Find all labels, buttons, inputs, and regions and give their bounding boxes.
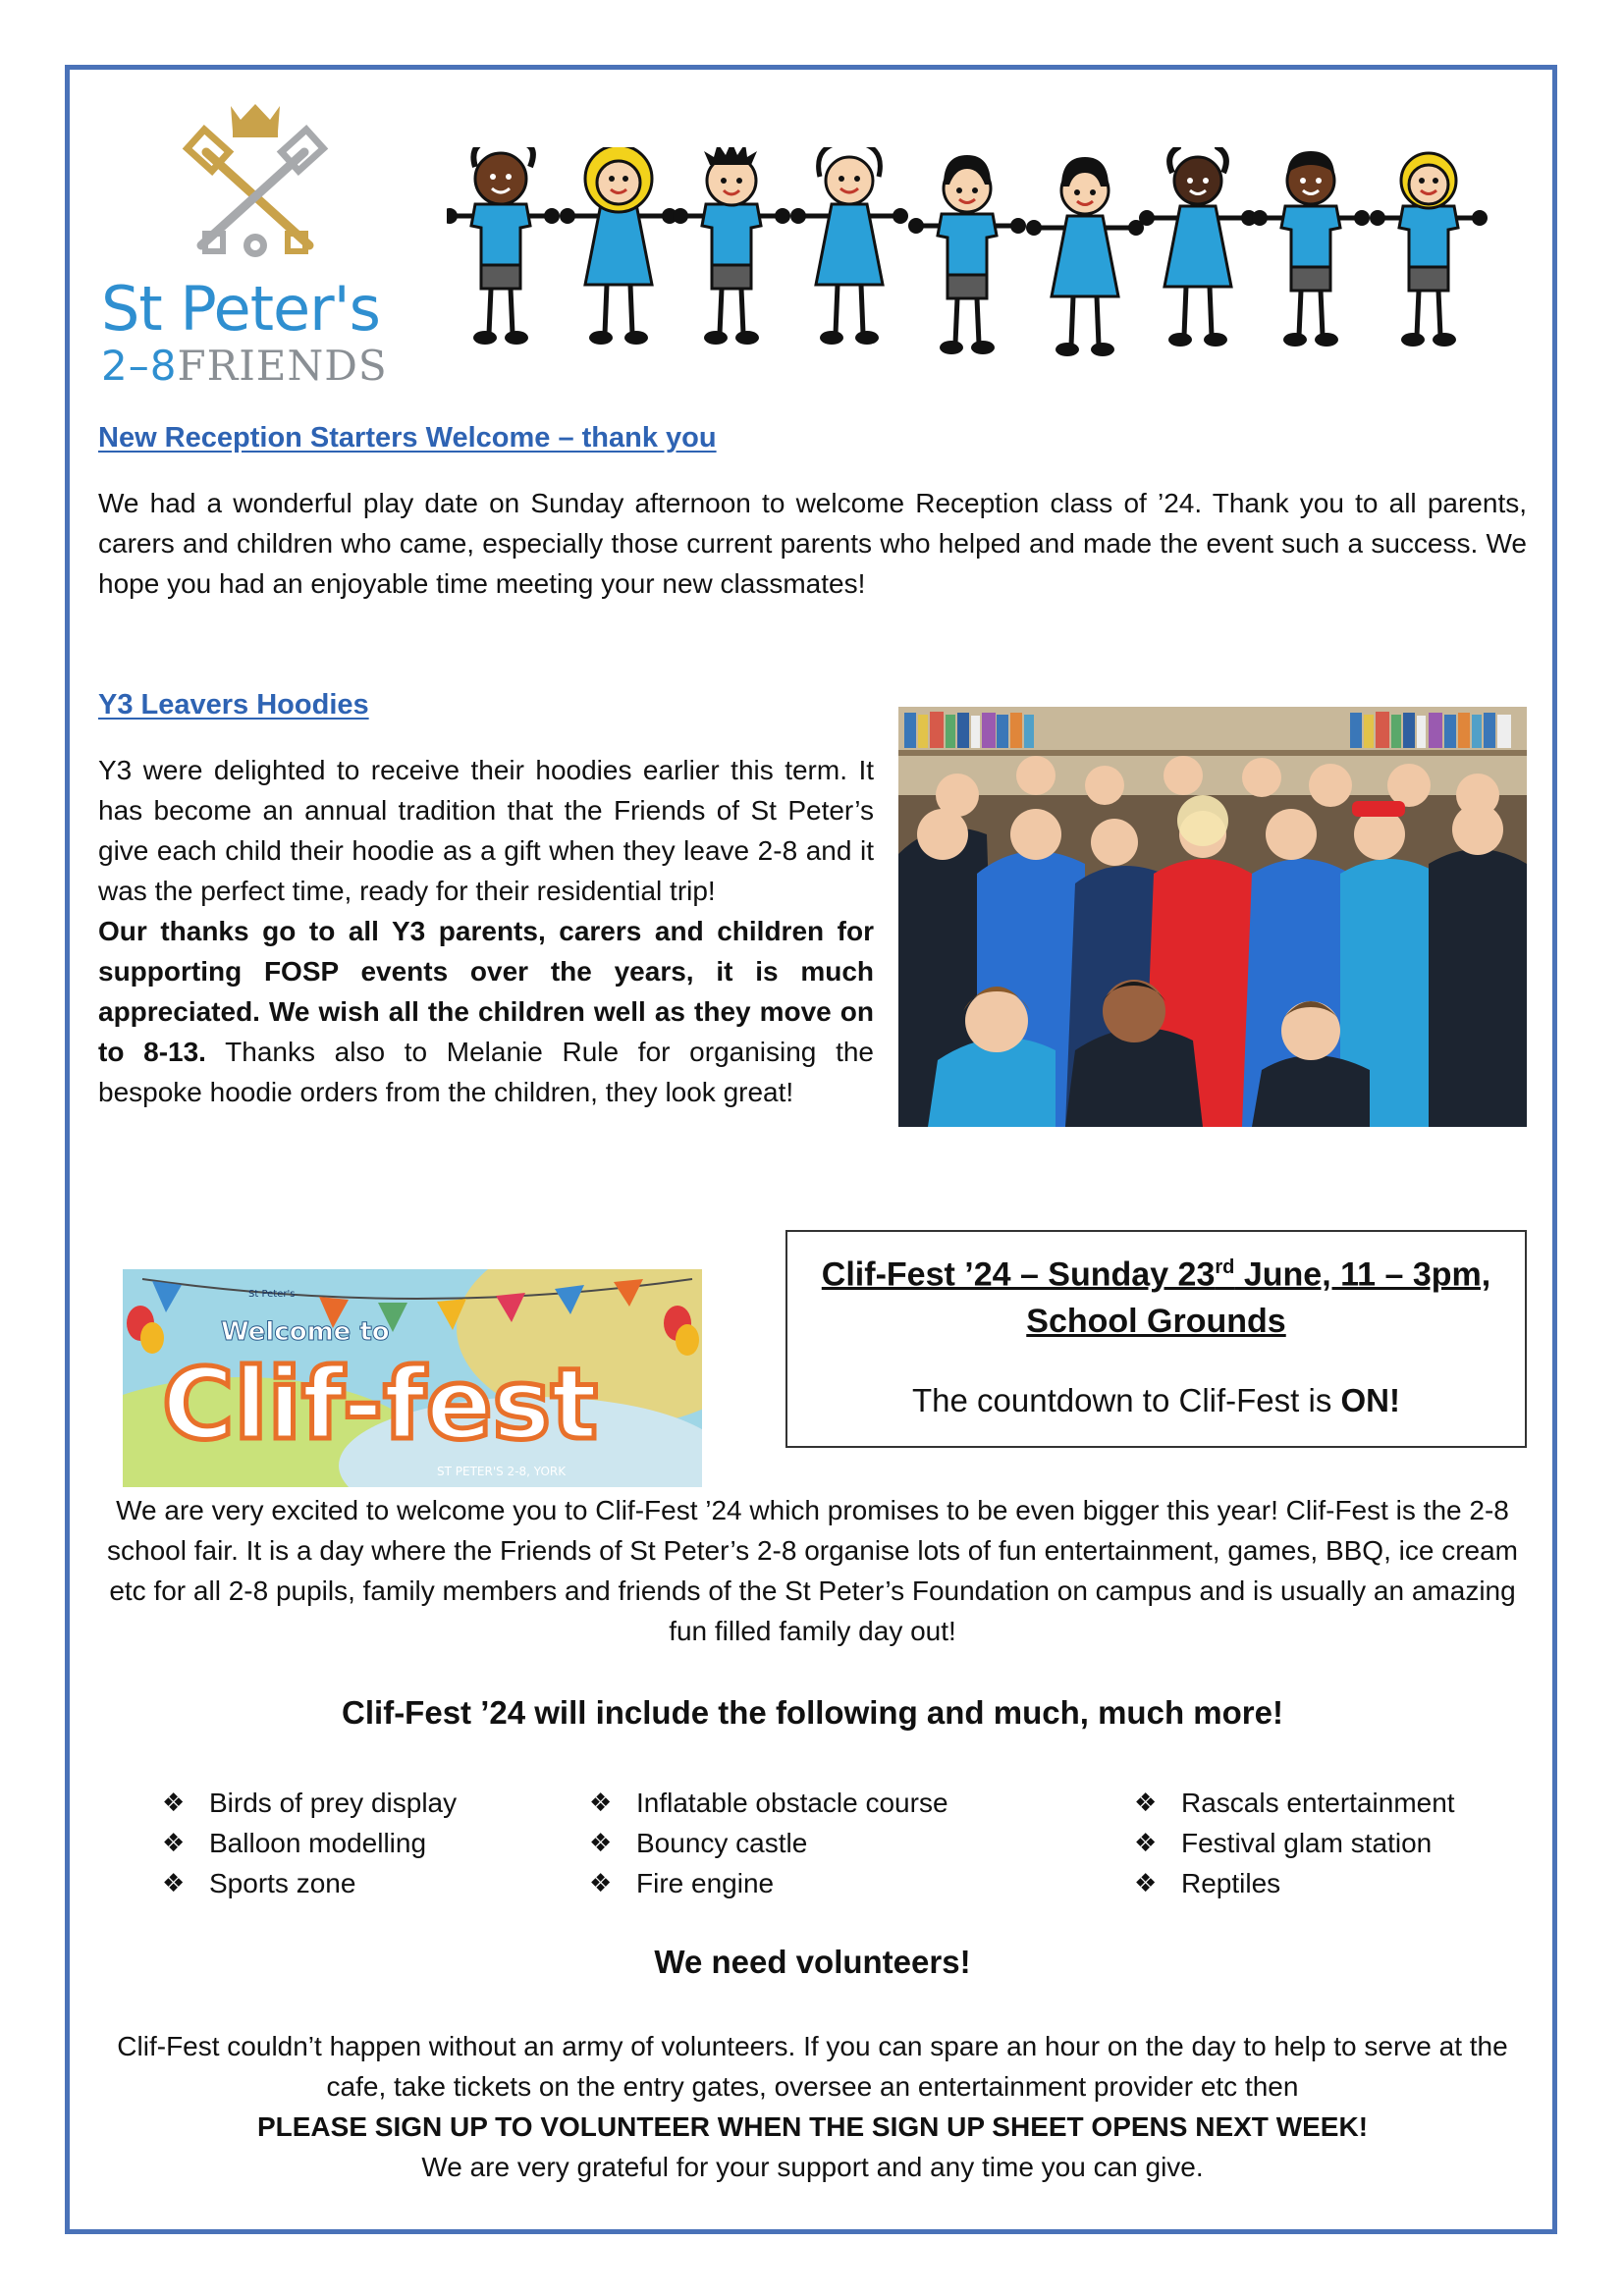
- banner-logo-text: St Peter's: [248, 1289, 296, 1300]
- logo-subtitle-number: 2–8: [101, 342, 178, 390]
- activity-label: Reptiles: [1181, 1868, 1281, 1898]
- cliffest-countdown: [787, 1382, 1525, 1419]
- activity-label: Fire engine: [636, 1868, 775, 1898]
- activity-item: [162, 1863, 457, 1903]
- hoodies-thanks-bold: Our thanks go to all Y3 parents, carers and children for supporting FOSP events over the years, it is much appreciated. We wish all the children well as they move on to 8-13.: [98, 916, 874, 1067]
- cliffest-location: School Grounds: [1026, 1303, 1286, 1341]
- child-figure: [1252, 151, 1370, 347]
- reception-paragraph: We had a wonderful play date on Sunday afternoon to welcome Reception class of ’24. Thank you to all parents, carers and children who came, especially those current parents who helped and made the event such a success. We hope you had an enjoyable time meeting your new classmates!: [98, 488, 1527, 599]
- hoodies-heading: Y3 Leavers Hoodies: [98, 689, 369, 721]
- volunteers-text-1: Clif-Fest couldn’t happen without an army of volunteers. If you can spare an hour on the day to help to serve at the cafe, take tickets on the entry gates, oversee an entertainment provider etc then: [117, 2031, 1508, 2102]
- banner-title-text: Clif-fest: [162, 1347, 598, 1462]
- child-figure: [560, 147, 677, 345]
- volunteers-text-2: We are very grateful for your support and any time you can give.: [421, 2152, 1204, 2182]
- diamond-bullet-icon: ❖: [589, 1788, 613, 1817]
- cliffest-title-suffix: rd: [1215, 1256, 1235, 1278]
- activity-label: Inflatable obstacle course: [636, 1788, 948, 1818]
- activities-column-1: [162, 1783, 457, 1903]
- countdown-text: The countdown to Clif-Fest is: [911, 1382, 1341, 1419]
- school-logo: [93, 98, 388, 393]
- activities-column-3: [1134, 1783, 1455, 1903]
- cliffest-title-part2: June, 11 – 3pm,: [1234, 1255, 1491, 1294]
- child-figure: [447, 147, 560, 345]
- activity-item: [589, 1863, 948, 1903]
- volunteers-signup-bold: PLEASE SIGN UP TO VOLUNTEER WHEN THE SIGN UP SHEET OPENS NEXT WEEK!: [256, 2111, 1369, 2142]
- activity-item: [1134, 1863, 1455, 1903]
- volunteers-heading: We need volunteers!: [654, 1944, 971, 1980]
- logo-subtitle-text: FRIENDS: [177, 342, 388, 390]
- activity-item: [162, 1783, 457, 1823]
- hoodies-paragraph: [98, 750, 874, 1112]
- banner-footer-text: ST PETER'S 2-8, YORK: [437, 1465, 567, 1478]
- activity-item: [1134, 1823, 1455, 1863]
- diamond-bullet-icon: ❖: [589, 1828, 613, 1857]
- cartoon-children-illustration: [447, 147, 1507, 358]
- countdown-on: ON!: [1340, 1382, 1400, 1419]
- child-figure: [673, 147, 790, 345]
- cliffest-title-part1: Clif-Fest ’24 – Sunday 23: [821, 1255, 1216, 1294]
- volunteers-paragraph: [98, 2026, 1527, 2187]
- diamond-bullet-icon: ❖: [589, 1868, 613, 1897]
- activity-label: Birds of prey display: [209, 1788, 458, 1818]
- activity-item: [162, 1823, 457, 1863]
- keys-crest-icon: [172, 98, 339, 270]
- cliffest-activities-heading: Clif-Fest ’24 will include the following and much, much more!: [342, 1694, 1283, 1731]
- activity-label: Balloon modelling: [209, 1828, 427, 1858]
- cliffest-info-box: [785, 1230, 1527, 1448]
- diamond-bullet-icon: ❖: [1134, 1868, 1158, 1897]
- cliffest-event-title: [787, 1244, 1525, 1345]
- child-figure: [790, 147, 908, 345]
- child-figure: [908, 155, 1026, 354]
- banner-welcome-text: Welcome to: [221, 1317, 390, 1347]
- child-figure: [1026, 157, 1144, 356]
- child-figure: [1370, 153, 1488, 347]
- reception-heading: New Reception Starters Welcome – thank you: [98, 422, 717, 454]
- hoodies-text-2: Thanks also to Melanie Rule for organising the bespoke hoodie orders from the children, they look great!: [98, 1037, 874, 1107]
- activity-label: Sports zone: [209, 1868, 356, 1898]
- y3-hoodies-photo: [898, 707, 1527, 1127]
- logo-name: St Peter's: [101, 273, 380, 345]
- diamond-bullet-icon: ❖: [1134, 1788, 1158, 1817]
- activities-column-2: [589, 1783, 948, 1903]
- cliffest-intro-paragraph: We are very excited to welcome you to Clif-Fest ’24 which promises to be even bigger this year! Clif-Fest is the 2-8 school fair. It is a day where the Friends of St Peter’s 2-8 organise lots of fun entertainment, games, BBQ, ice cream etc for all 2-8 pupils, family members and friends of the St Peter’s Foundation on campus and is usually an amazing fun filled family day out!: [107, 1495, 1518, 1646]
- hoodies-text-1: Y3 were delighted to receive their hoodies earlier this term. It has become an annual tradition that the Friends of St Peter’s give each child their hoodie as a gift when they leave 2-8 and it was the perfect time, ready for their residential trip!: [98, 755, 874, 906]
- activity-item: [589, 1823, 948, 1863]
- logo-subtitle: [101, 342, 388, 390]
- activity-label: Festival glam station: [1181, 1828, 1433, 1858]
- activity-item: [1134, 1783, 1455, 1823]
- activity-label: Rascals entertainment: [1181, 1788, 1455, 1818]
- child-figure: [1139, 147, 1257, 347]
- diamond-bullet-icon: ❖: [162, 1868, 186, 1897]
- cliffest-banner-image: [123, 1269, 702, 1487]
- diamond-bullet-icon: ❖: [162, 1828, 186, 1857]
- diamond-bullet-icon: ❖: [162, 1788, 186, 1817]
- diamond-bullet-icon: ❖: [1134, 1828, 1158, 1857]
- activity-label: Bouncy castle: [636, 1828, 808, 1858]
- activity-item: [589, 1783, 948, 1823]
